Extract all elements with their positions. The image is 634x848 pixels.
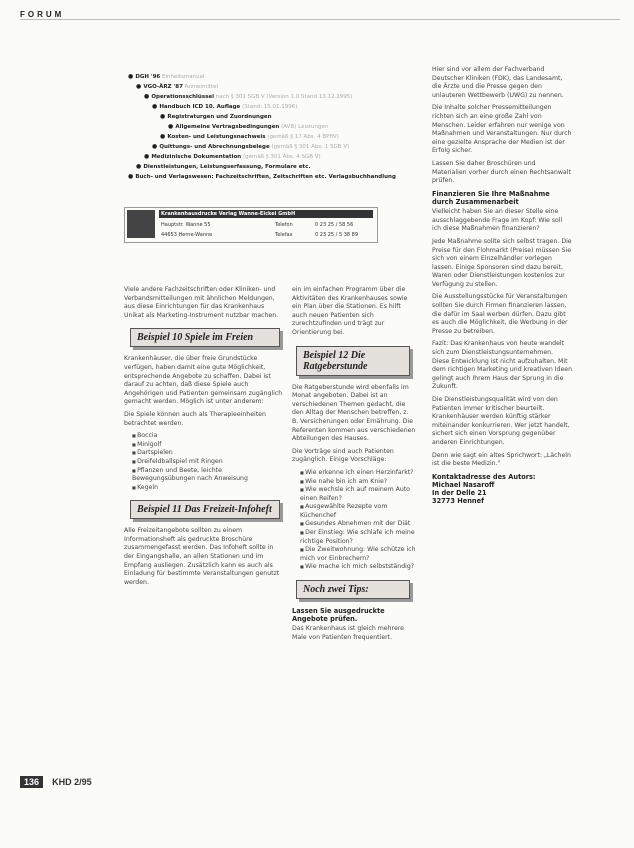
tips-box: Noch zwei Tips: bbox=[296, 580, 410, 599]
column-3 bbox=[432, 66, 572, 506]
list-item: ■ Wie nahe bin ich am Knie? bbox=[300, 478, 416, 487]
contact-city: 32773 Hennef bbox=[432, 497, 484, 506]
publisher-name: Krankenhausdrucke Verlag Wanne-Eickel GmbH bbox=[159, 210, 373, 218]
list-item: ● VGO-ÄRZ '87 Arzneimittel bbox=[136, 83, 218, 90]
list-item: ● Allgemeine Vertragsbedingungen (AVB) Leistungen bbox=[168, 123, 328, 130]
list-item: ● Quittungs- und Abrechnungsbelege (gemäß § 301 Abs. 1 SGB V) bbox=[152, 143, 349, 150]
game-list bbox=[124, 432, 284, 492]
paragraph: Hier sind vor allem der Fachverband Deutscher Kliniken (FDK), das Landesamt, die Ärzte und die Presse gegen den unlauteren Wettbewerb (UWG) zu nennen. bbox=[432, 66, 564, 99]
paragraph: Krankenhäuser, die über freie Grundstücke verfügen, haben damit eine gute Möglichkeit, entsprechende Angebote zu schaffen. Dabei ist darauf zu achten, daß diese Spiele auch Angehörigen und Patienten gemeinsam zugänglich gemacht werden. Möglich ist unter anderem: bbox=[124, 355, 283, 406]
paragraph: Die Dienstleistungsqualität wird von den Patienten immer kritischer beurteilt. Krankenhäuser werden künftig stärker miteinander konkurrieren. Wer jetzt handelt, sichert sich einen Vorsprung gegenüber anderen Einrichtungen. bbox=[432, 396, 570, 446]
subheading: Lassen Sie ausgedruckte Angebote prüfen. bbox=[292, 607, 385, 624]
list-item: ■ Wie wechsle ich auf meinem Auto einen Reifen? bbox=[300, 486, 416, 503]
list-item: ■ Pflanzen und Beete, leichte Bewegungsübungen nach Anweisung bbox=[132, 467, 284, 484]
paragraph: Jede Maßnahme sollte sich selbst tragen. Die Preise für den Flohmarkt (Preise) müssen Sie sich von einem Einzelhändler vorlegen lassen. Einige Sponsoren sind dazu bereit, Waren oder Dienstleistungen kostenlos zur Verfügung zu stellen. bbox=[432, 237, 572, 288]
paragraph: Die Ratgeberstunde wird ebenfalls im Monat angeboten. Dabei ist an verschiedenen Themen gedacht, die den Alltag der Menschen betreffen, z. B. Versicherungen oder Ernährung. Die Referenten kommen aus verschiedenen Abteilungen des Hauses. bbox=[292, 383, 416, 443]
phone-label: Telefon bbox=[275, 222, 293, 228]
publisher-logo-icon bbox=[127, 210, 155, 238]
page-footer bbox=[20, 770, 92, 789]
list-item: ● DGH '96 Einheitsmanual bbox=[128, 73, 205, 80]
subheading: Finanzieren Sie Ihre Maßnahme durch Zusammenarbeit bbox=[432, 189, 550, 206]
list-item: ● Medizinische Dokumentation (gemäß § 301 Abs. 4 SGB V) bbox=[144, 153, 321, 160]
magazine-issue: KHD 2/95 bbox=[52, 777, 92, 787]
list-item: ■ Dreifeldballspiel mit Ringen bbox=[132, 458, 284, 467]
fax-number: 0 23 25 / 5 38 89 bbox=[315, 232, 359, 238]
list-item: ● Handbuch ICD 10. Auflage (Stand: 15.01.1996) bbox=[152, 103, 297, 110]
contact-street: In der Delle 21 bbox=[432, 489, 487, 498]
paragraph: Das Krankenhaus ist gleich mehrere Male von Patienten frequentiert. bbox=[292, 625, 404, 642]
list-item: ■ Gesundes Abnehmen mit der Diät bbox=[300, 520, 416, 529]
paragraph: Denn wie sagt ein altes Sprichwort: „Lächeln ist die beste Medizin." bbox=[432, 451, 571, 468]
list-item: ● Kosten- und Leistungsnachweis (gemäß § 17 Abs. 4 BPflV) bbox=[160, 133, 339, 140]
paragraph: Die Vorträge sind auch Patienten zugänglich. Einige Vorschläge: bbox=[292, 447, 394, 464]
column-2 bbox=[292, 286, 416, 647]
publisher-box bbox=[124, 207, 378, 243]
list-item: ■ Die Zweitwohnung: Wie schütze ich mich vor Einbrechern? bbox=[300, 546, 416, 563]
publisher-street: Hauptstr. Wanne 55 bbox=[161, 222, 211, 228]
page-number: 136 bbox=[20, 776, 43, 788]
list-item: ■ Kegeln bbox=[132, 484, 284, 493]
header-rule bbox=[20, 19, 620, 20]
list-item: ■ Ausgewählte Rezepte vom Küchenchef bbox=[300, 503, 416, 520]
lecture-list bbox=[292, 469, 416, 572]
product-list bbox=[124, 70, 396, 196]
column-1 bbox=[124, 286, 284, 591]
list-item: ■ Wie mache ich mich selbstständig? bbox=[300, 563, 416, 572]
paragraph: Fazit: Das Krankenhaus von heute wandelt sich zum Dienstleistungsunternehmen. Diese Entwicklung ist nicht aufzuhalten. Mit dem richtigen Marketing und kreativen Ideen gelingt auch Ihrem Haus der Sprung in die Zukunft. bbox=[432, 340, 573, 391]
phone-number: 0 23 25 / 58 56 bbox=[315, 222, 354, 228]
paragraph: Die Inhalte solcher Pressemitteilungen richten sich an eine große Zahl von Menschen. Leider erfahren nur wenige von Maßnahmen und Veranstaltungen. Nur durch eine gezielte Ansprache der Medien ist der Erfolg sicher. bbox=[432, 104, 572, 155]
paragraph: Die Ausstellungsstücke für Veranstaltungen sollten Sie durch Firmen finanzieren lassen, die dafür im Saal werben dürfen. Dazu gibt es auch die Möglichkeit, die Werbung in der Presse zu betreiben. bbox=[432, 293, 568, 335]
fax-label: Telefax bbox=[275, 232, 293, 238]
paragraph: Viele andere Fachzeitschriften oder Kliniken- und Verbandsmitteilungen mit ähnlichen Meldungen, aus diese Einrichtungen für das Krankenhaus Unikat als Marketing-Instrument nutzbar machen. bbox=[124, 286, 279, 319]
list-item: ● Buch- und Verlagswesen: Fachzeitschriften, Zeitschriften etc. Verlagsbuchhandlung bbox=[128, 173, 396, 180]
list-item: ■ Minigolf bbox=[132, 441, 284, 450]
list-item: ■ Boccia bbox=[132, 432, 284, 441]
list-item: ■ Dartspielen bbox=[132, 449, 284, 458]
contact-name: Michael Nasaroff bbox=[432, 480, 495, 489]
paragraph: Vielleicht haben Sie an dieser Stelle eine ausschlaggebende Frage im Kopf: Wie soll ich diese Maßnahmen finanzieren? bbox=[432, 208, 563, 233]
section-title: FORUM bbox=[20, 10, 65, 19]
paragraph: Lassen Sie daher Broschüren und Materialien vorher durch einen Rechtsanwalt prüfen. bbox=[432, 159, 571, 185]
example-box-10: Beispiel 10 Spiele im Freien bbox=[130, 328, 280, 347]
contact-heading: Kontaktadresse des Autors: bbox=[432, 472, 536, 481]
paragraph: Die Spiele können auch als Therapieeinheiten betrachtet werden. bbox=[124, 410, 266, 427]
publisher-city: 44653 Herne-Wanne bbox=[161, 232, 213, 238]
example-box-11: Beispiel 11 Das Freizeit-Infoheft bbox=[130, 500, 280, 519]
list-item: ● Dienstleistungen, Leistungserfassung, Formulare etc. bbox=[136, 163, 310, 170]
paragraph: Alle Freizeitangebote sollten zu einem Informationsheft als gedruckte Broschüre zusammengefasst werden. Das Infoheft sollte in der Eingangshalle, an allen Stationen und im Empfang ausliegen. Zusätzlich kann es auch als Einladung für bestimmte Veranstaltungen genutzt werden. bbox=[124, 527, 280, 586]
list-item: ● Registraturgen und Zuordnungen bbox=[160, 113, 272, 120]
list-item: ■ Wie erkenne ich einen Herzinfarkt? bbox=[300, 469, 416, 478]
paragraph: ein im einfachen Programm über die Aktivitäten des Krankenhauses sowie ein Plan über die Stationen. Es hilft auch neuen Patienten sich zurechtzufinden und trägt zur Orientierung bei. bbox=[292, 286, 408, 336]
list-item: ■ Der Einstieg: Wie schlafe ich meine richtige Position? bbox=[300, 529, 416, 546]
list-item: ● Operationsschlüssel nach § 301 SGB V (Version 1.0 Stand 13.12.1995) bbox=[144, 93, 352, 100]
example-box-12: Beispiel 12 Die Ratgeberstunde bbox=[296, 346, 410, 376]
